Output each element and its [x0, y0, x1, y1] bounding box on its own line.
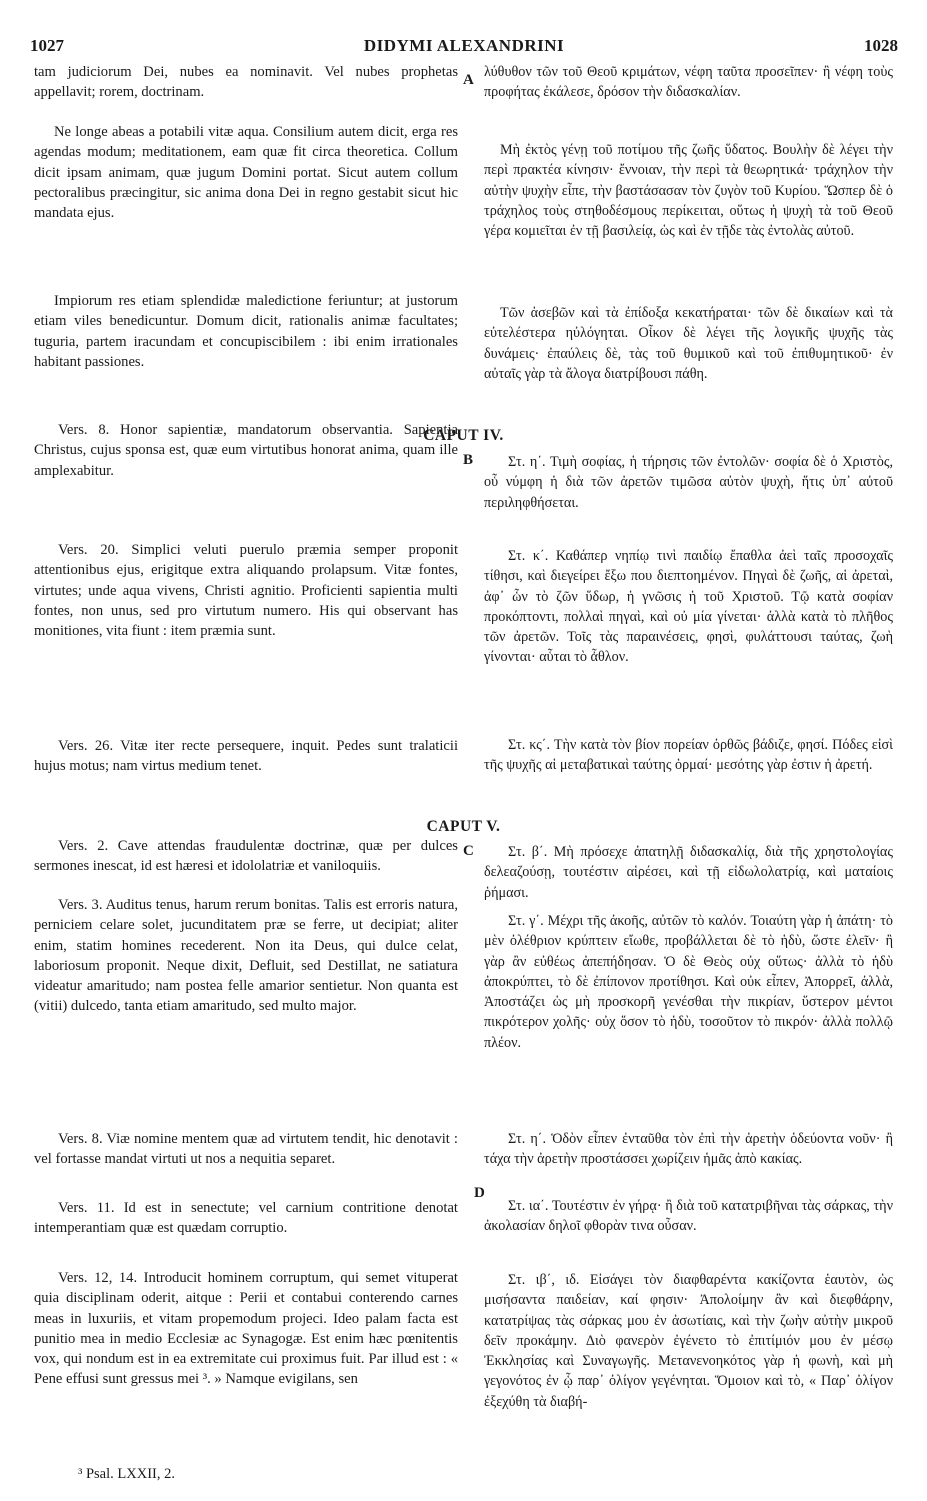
greek-paragraph: Στ. κ΄. Καθάπερ νηπίῳ τινὶ παιδίῳ ἔπαθλα ἀεὶ ταῖς προσοχαῖς τίθησι, καὶ διεγείρει ἔξω που διεπτοημένον. Πηγαὶ δὲ ζωῆς, αἱ ἀρεταὶ, ἀφ᾽ ὧν τὸ ζῶν ὕδωρ, ἡ γνῶσις ἡ τοῦ Χριστοῦ. Τῷ κατὰ σοφίαν προκόπτοντι, πολλαὶ πηγαὶ, καὶ οὐ μία γίνεται· ἀλλὰ κατὰ τὸ πλῆθος τῶν ἀρετῶν. Τοῖς τὰς παραινέσεις, φησὶ, φυλάττουσι ταύτας, ζωὴ γίνονται· αὗται τὸ ἆθλον. [484, 548, 893, 666]
greek-paragraph: Στ. η΄. Τιμὴ σοφίας, ἡ τήρησις τῶν ἐντολῶν· σοφία δὲ ὁ Χριστὸς, οὗ νύμφη ἡ διὰ τῶν ἀρετῶν τιμῶσα αὐτὸν ψυχὴ, ἥτις ὑπ᾽ αὐτοῦ περιληφθήσεται. [484, 454, 893, 511]
chapter-heading: CAPUT IV. [423, 427, 504, 444]
footnote: ³ Psal. LXXII, 2. [78, 1466, 175, 1482]
greek-paragraph: Στ. ιβ΄, ιδ. Εἰσάγει τὸν διαφθαρέντα κακίζοντα ἑαυτὸν, ὡς μισήσαντα παιδείαν, καί φησιν· Ἀπολοίμην ἂν καὶ διεφθάρην, κατατρίψας τὰς σάρκας μου ἐν ἀσωτίαις, καὶ τὴν ζωὴν αὐτὴν μικροῦ δεῖν προκάμην. Διὸ φανερὸν ἐγένετο τὸ ἐπιτίμιόν μου ἐν μέσῳ Ἐκκλησίας καὶ Συναγωγῆς. Μετανενοηκότος γὰρ ἡ φωνὴ, καὶ μὴ γεγονότος ἐν ᾧ παρ᾽ ὀλίγον γεγένηται. Ὅμοιον καὶ τὸ, « Παρ᾽ ὀλίγον ἐξεχύθη τὰ διαβή- [484, 1272, 893, 1410]
margin-marker: B [463, 452, 474, 468]
running-title: DIDYMI ALEXANDRINI [363, 36, 565, 55]
greek-paragraph: Στ. β΄. Μὴ πρόσεχε ἀπατηλῇ διδασκαλίᾳ, διὰ τῆς χρηστολογίας δελεαζούσῃ, τουτέστιν αἱρέσει, καὶ τῇ εἰδωλολατρίᾳ, καὶ ματαίοις ῥήμασι. [484, 844, 893, 901]
latin-paragraph: Impiorum res etiam splendidæ maledictione feriuntur; at justorum etiam viles benedicuntur. Domum dicit, rationalis animæ facultates; tuguria, partem iracundam et concupiscibilem : ibi enim irrationales habitant passiones. [34, 293, 458, 370]
page-number-right: 1028 [864, 36, 898, 55]
latin-paragraph: Vers. 8. Viæ nomine mentem quæ ad virtutem tendit, hic denotavit : vel fortasse mandat virtuti ut nos a nequitia separet. [34, 1131, 458, 1168]
latin-paragraph: Vers. 11. Id est in senectute; vel carnium contritione denotat intemperantiam quæ est quædam corruptio. [34, 1200, 458, 1237]
greek-paragraph: Τῶν ἀσεβῶν καὶ τὰ ἐπίδοξα κεκατήραται· τῶν δὲ δικαίων καὶ τὰ εὐτελέστερα ηὐλόγηται. Οἶκον δὲ λέγει τῆς λογικῆς ψυχῆς τὰς δυνάμεις· ἐπαύλεις δὲ, τὰς τοῦ θυμικοῦ καὶ τοῦ ἐπιθυμητικοῦ· ἐν αὐταῖς γὰρ τὰ ἄλογα διατρίβουσι πάθη. [484, 305, 893, 382]
page-header [30, 36, 898, 58]
greek-paragraph: Στ. η΄. Ὁδὸν εἶπεν ἐνταῦθα τὸν ἐπὶ τὴν ἀρετὴν ὁδεύοντα νοῦν· ἢ τάχα τὴν ἀρετὴν προστάσσει χωρίζειν ἡμᾶς ἀπὸ κακίας. [484, 1131, 893, 1168]
latin-paragraph: Ne longe abeas a potabili vitæ aqua. Consilium autem dicit, erga res agendas modum; meditationem, eam quæ fit circa theoretica. Collum dicit ipsam animam, quæ jugum Domini portat. Sicut autem collum pectoralibus præcingitur, sic anima dona Dei in regno gestabit sicut hic mandata ejus. [34, 124, 458, 222]
greek-paragraph: Στ. γ΄. Μέχρι τῆς ἀκοῆς, αὐτῶν τὸ καλόν. Τοιαύτη γὰρ ἡ ἀπάτη· τὸ μὲν ὀλέθριον κρύπτειν εἴωθε, προβάλλεται δὲ τὸ ἡδὺ, ὥστε ἐλεῖν· ἢ γὰρ ἂν εὐθέως ἀπεπήδησαν. Ὁ δὲ Θεὸς οὐχ οὕτως· ἀλλὰ τὸ ἡδὺ ἀποκρύπτει, τὸ δὲ ἐπίπονον προτίθησι. Καὶ οὐκ εἶπεν, Ἀπορρεῖ, ἀλλὰ, Ἀποστάζει ὡς μὴ προσκορῆ γενέσθαι τὴν πικρίαν, ὕστερον μέντοι πικρότερον χολῆς· οὐχ ὅσον τὸ ἡδὺ, τοσοῦτον τὸ πικρόν· ἀλλὰ πολλῷ πλέον. [484, 913, 893, 1051]
latin-paragraph: Vers. 2. Cave attendas fraudulentæ doctrinæ, quæ per dulces sermones inescat, id est hæresi et idololatriæ et vaniloquiis. [34, 838, 458, 875]
latin-paragraph: Vers. 3. Auditus tenus, harum rerum bonitas. Talis est erroris natura, perniciem celare solet, jucunditatem præ se ferre, ut decipiat; aliter enim, statim homines recederent. Non ita Deus, qui dulce celat, laboriosum proponit. Neque dixit, Defluit, sed Destillat, ne satiatura videatur amaritudo; nam postea felle amarior sentietur. Non quanta est (vitii) dulcedo, tanta etiam amaritudo, sed multo major. [34, 897, 458, 1015]
margin-marker: D [474, 1185, 485, 1201]
greek-paragraph: Στ. κς΄. Τὴν κατὰ τὸν βίον πορείαν ὀρθῶς βάδιζε, φησί. Πόδες εἰσὶ τῆς ψυχῆς αἱ μεταβατικαὶ ταύτης ὁρμαί· μεσότης γὰρ ἐστιν ἡ ἀρετή. [484, 737, 893, 774]
margin-marker: C [463, 843, 474, 859]
greek-paragraph: λύθυθον τῶν τοῦ Θεοῦ κριμάτων, νέφη ταῦτα προσεῖπεν· ἢ νέφη τοὺς προφήτας ἐκάλεσε, δρόσον τὴν διδασκαλίαν. [484, 64, 893, 101]
page-number-left: 1027 [30, 36, 64, 55]
latin-paragraph: Vers. 12, 14. Introducit hominem corruptum, qui semet vituperat quia disciplinam oderit, aitque : Perii et contabui conterendo carnes meas in luxuriis, et vitam propemodum projeci. Ideo palam facta est punitio mea in medio Ecclesiæ ac Synagogæ. Est enim hæc pœnitentis vox, qui nondum est in ea extremitate cui proximus fuit. Par illud est : « Pene effusi sunt gressus mei ³. » Namque evigilans, sen [34, 1270, 458, 1388]
chapter-heading: CAPUT V. [426, 818, 501, 835]
greek-paragraph: Στ. ια΄. Τουτέστιν ἐν γήρᾳ· ἢ διὰ τοῦ κατατριβῆναι τὰς σάρκας, τὴν ἀκολασίαν δηλοῖ φθορὰν τινα οὖσαν. [484, 1198, 893, 1235]
latin-paragraph: Vers. 8. Honor sapientiæ, mandatorum observantia. Sapientia Christus, cujus sponsa est, quæ eum virtutibus honorat anima, quam ille amplexabitur. [34, 422, 458, 479]
margin-marker: A [463, 72, 474, 88]
latin-paragraph: Vers. 26. Vitæ iter recte persequere, inquit. Pedes sunt tralaticii hujus motus; nam virtus medium tenet. [34, 738, 458, 775]
latin-paragraph: Vers. 20. Simplici veluti puerulo præmia semper proponit attentionibus ejus, erigitque extra aliquando prolapsum. Vitæ fontes, virtutes; unde aqua vivens, Christi agnitio. Proficienti sapientia multi fontes, non unus, sed pro virtutum numero. His qui observant has monitiones, vita fiunt : item præmia sunt. [34, 542, 458, 640]
latin-paragraph: tam judiciorum Dei, nubes ea nominavit. Vel nubes prophetas appellavit; rorem, doctrinam. [34, 64, 458, 101]
greek-paragraph: Μὴ ἐκτὸς γένῃ τοῦ ποτίμου τῆς ζωῆς ὕδατος. Βουλὴν δὲ λέγει τὴν περὶ πρακτέα κίνησιν· ἔννοιαν, τὴν περὶ τὰ θεωρητικά· τράχηλον τὴν αὐτὴν ψυχὴν εἶπε, τὴν βαστάσασαν τὸν ζυγὸν τοῦ Κυρίου. Ὥσπερ δὲ ὁ τράχηλος τοὺς στηθοδέσμους περίκειται, οὕτως ἡ ψυχὴ τὰ τοῦ Θεοῦ γέρα κομιεῖται ἐν τῇ βασιλείᾳ, ὡς καὶ ἐν τῇδε τὰς ἐντολὰς αὐτοῦ. [484, 142, 893, 240]
